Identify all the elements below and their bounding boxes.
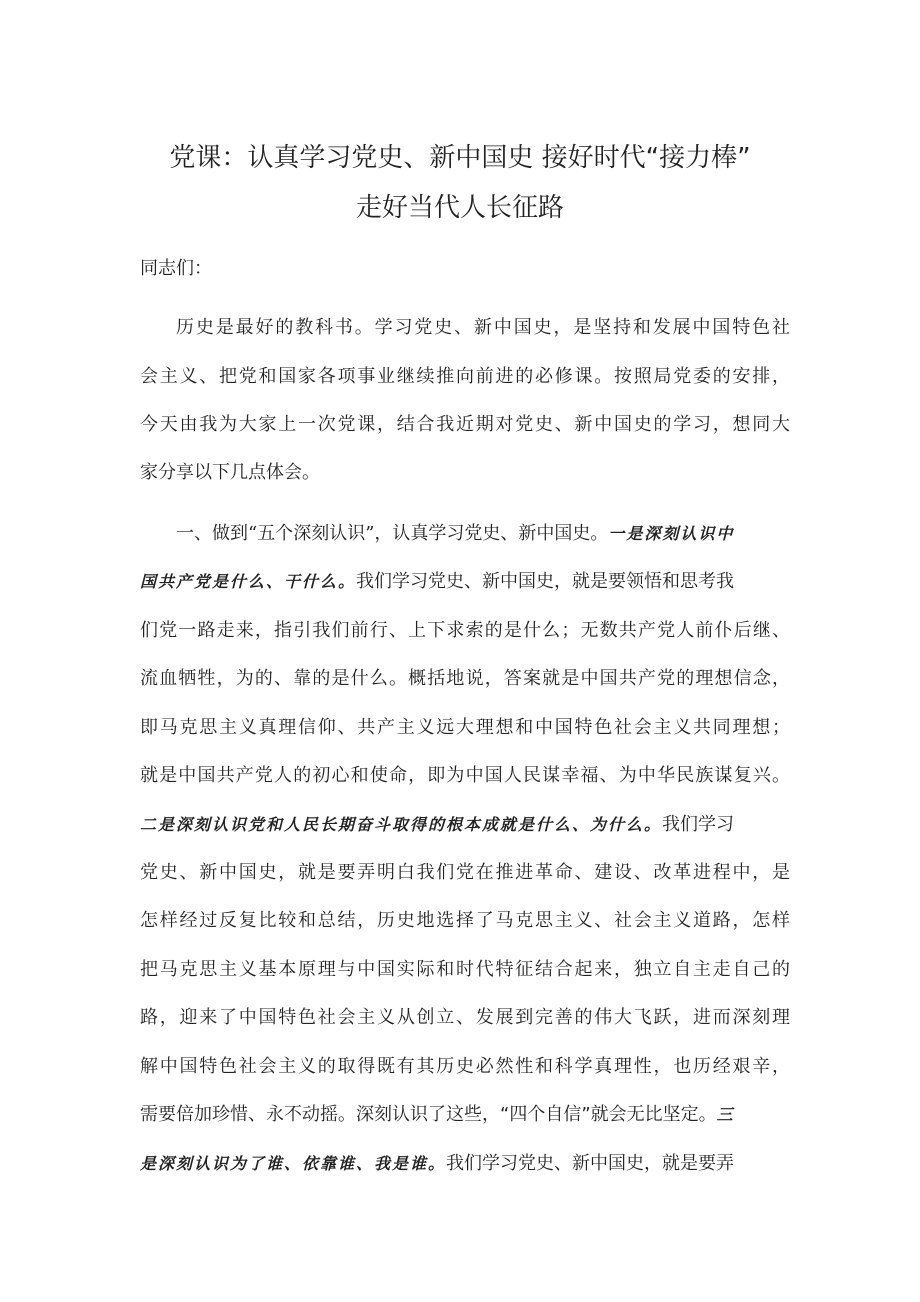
section-heading: 一、做到“五个深刻认识”，认真学习党史、新中国史。 <box>176 523 609 544</box>
paragraph-line: 们党一路走来，指引我们前行、上下求索的是什么；无数共产党人前仆后继、 <box>140 620 790 641</box>
body-text: 需要倍加珍惜、永不动摇。深刻认识了这些，“四个自信”就会无比坚定。 <box>140 1104 717 1125</box>
paragraph-line <box>140 1149 734 1179</box>
section-heading-line <box>176 519 734 549</box>
paragraph-line <box>140 810 734 840</box>
paragraph-line: 历史是最好的教科书。学习党史、新中国史，是坚持和发展中国特色社 <box>176 317 790 338</box>
paragraph-line <box>140 1100 735 1130</box>
emphasis-text: 三 <box>716 1105 735 1124</box>
paragraph-line: 今天由我为大家上一次党课，结合我近期对党史、新中国史的学习，想同大 <box>140 414 790 435</box>
paragraph-line: 路，迎来了中国特色社会主义从创立、发展到完善的伟大飞跃，进而深刻理 <box>140 1007 790 1028</box>
body-text: 我们学习党史、新中国史，就是要领悟和思考我 <box>356 571 735 592</box>
paragraph-line: 流血牺牲，为的、靠的是什么。概括地说，答案就是中国共产党的理想信念， <box>140 668 790 689</box>
emphasis-text: 国共产党是什么、干什么。 <box>140 572 357 591</box>
paragraph-line: 家分享以下几点体会。 <box>140 462 320 483</box>
emphasis-text: 一是深刻认识中 <box>608 524 735 543</box>
paragraph-line: 把马克思主义基本原理与中国实际和时代特征结合起来，独立自主走自己的 <box>140 959 790 980</box>
paragraph-line: 就是中国共产党人的初心和使命，即为中国人民谋幸福、为中华民族谋复兴。 <box>140 765 790 786</box>
emphasis-text: 是深刻认识为了谁、依靠谁、我是谁。 <box>140 1154 447 1173</box>
body-text: 我们学习 <box>662 814 735 835</box>
document-title-line-1: 党课：认真学习党史、新中国史 接好时代“接力棒” <box>169 143 751 173</box>
paragraph-line: 怎样经过反复比较和总结，历史地选择了马克思主义、社会主义道路，怎样 <box>140 910 790 931</box>
emphasis-text: 二是深刻认识党和人民长期奋斗取得的根本成就是什么、为什么。 <box>140 815 663 834</box>
document-title-line-2: 走好当代人长征路 <box>355 193 564 223</box>
paragraph-line: 解中国特色社会主义的取得既有其历史必然性和科学真理性，也历经艰辛， <box>140 1056 790 1077</box>
paragraph-line <box>140 567 734 597</box>
greeting: 同志们： <box>140 258 212 279</box>
body-text: 我们学习党史、新中国史，就是要弄 <box>446 1153 735 1174</box>
paragraph-line: 即马克思主义真理信仰、共产主义远大理想和中国特色社会主义共同理想； <box>140 717 790 738</box>
paragraph-line: 会主义、把党和国家各项事业继续推向前进的必修课。按照局党委的安排， <box>140 366 790 387</box>
paragraph-line: 党史、新中国史，就是要弄明白我们党在推进革命、建设、改革进程中，是 <box>140 862 790 883</box>
